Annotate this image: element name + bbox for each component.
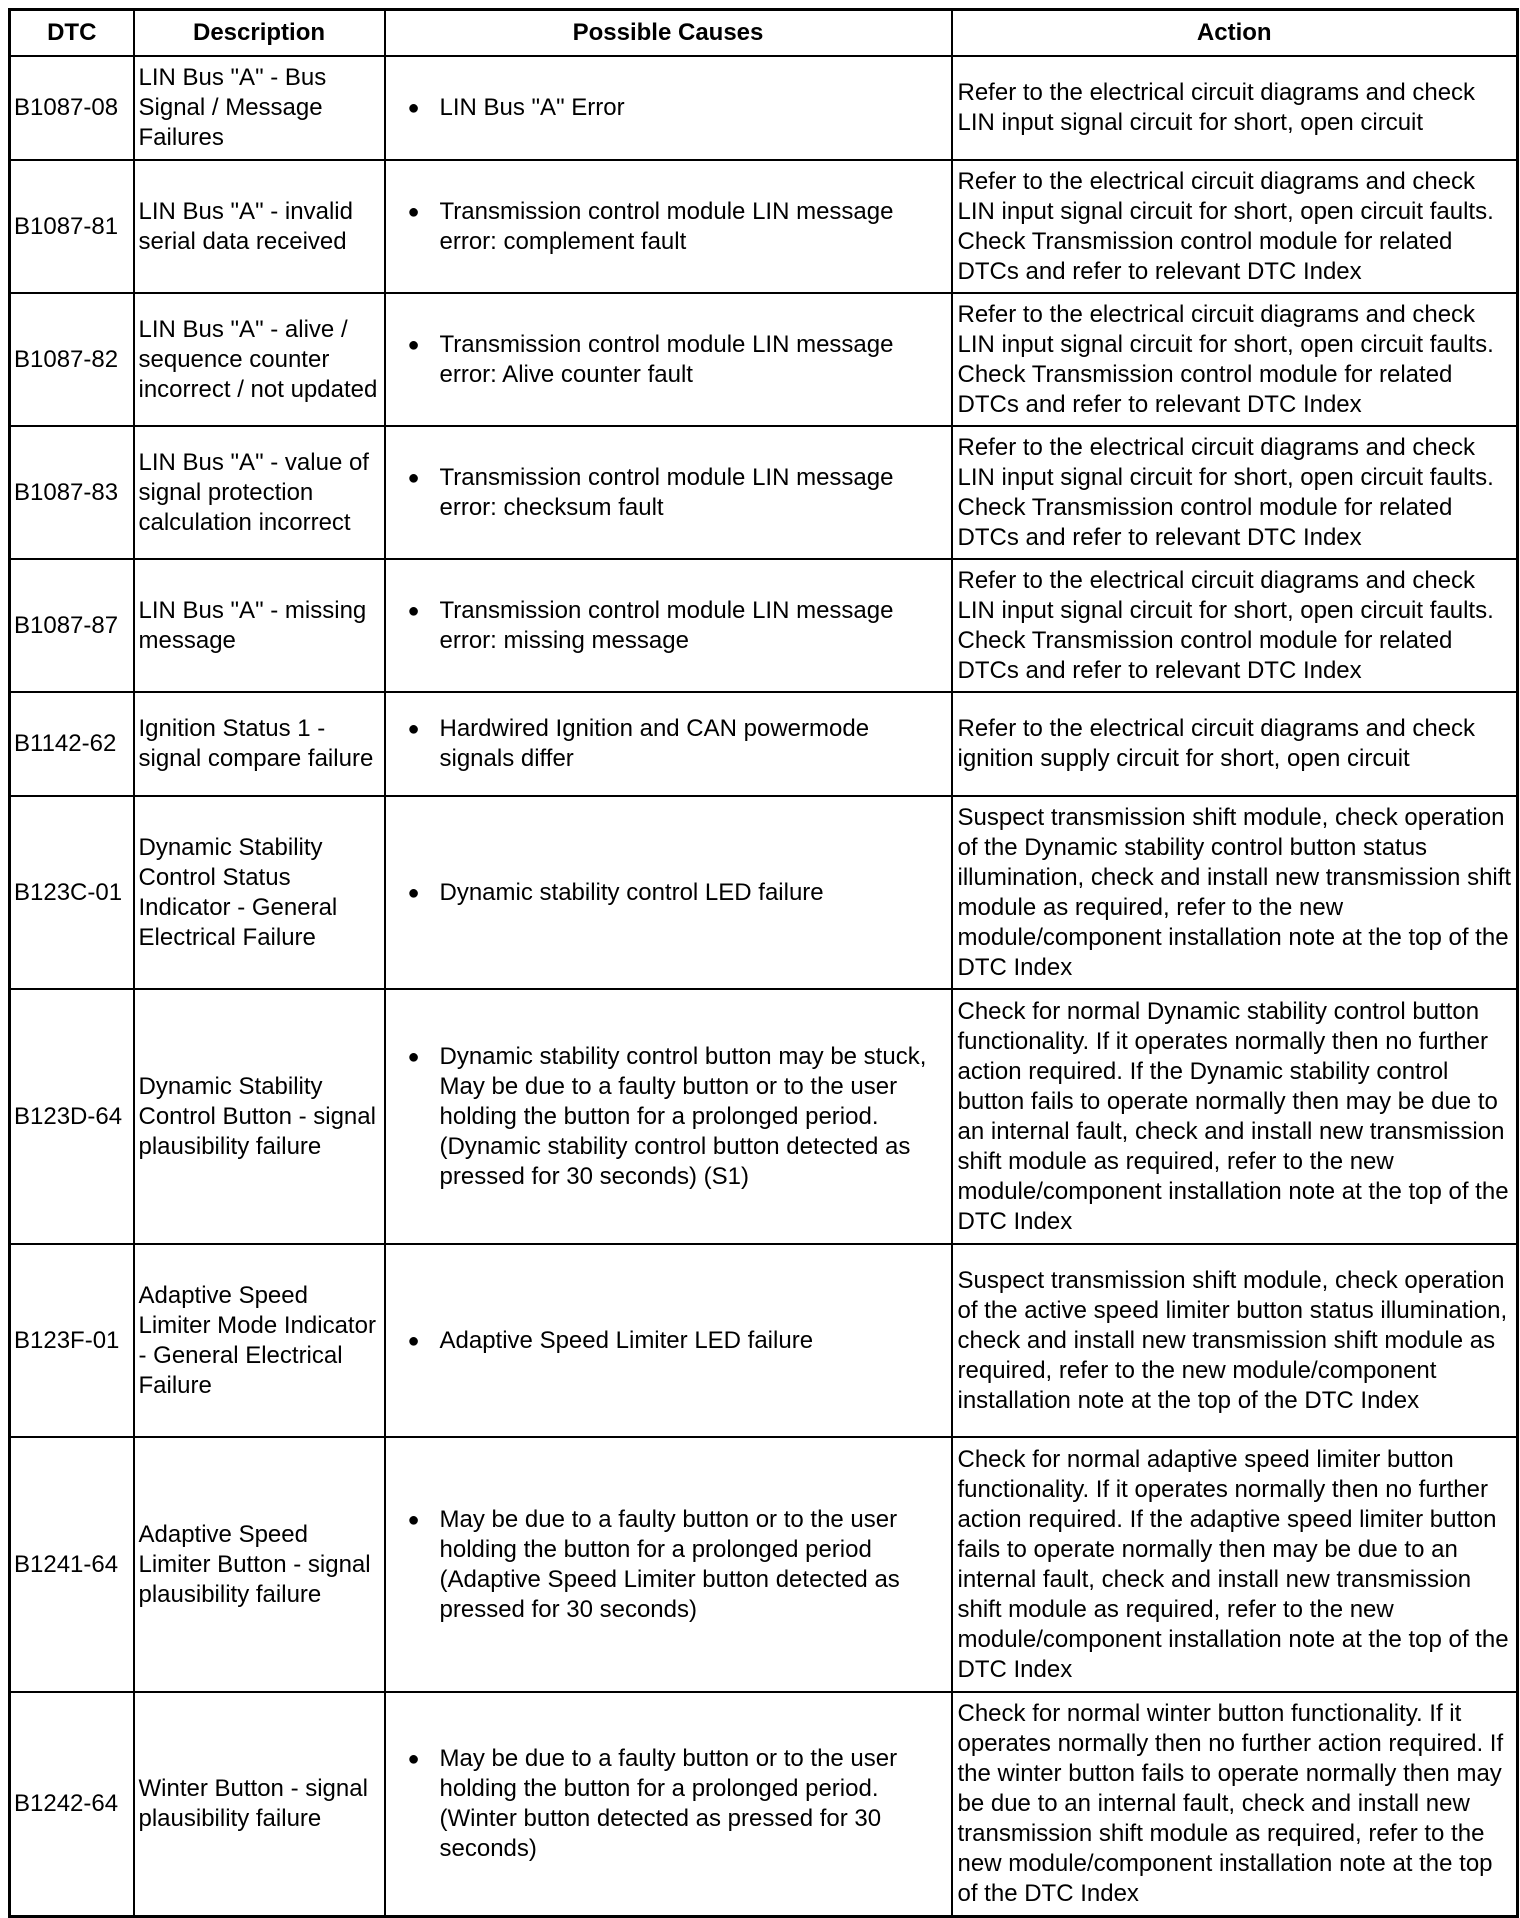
dtc-description: Adaptive Speed Limiter Mode Indicator - General Electrical Failure [134,1244,385,1437]
dtc-code: B1142-62 [10,692,134,796]
cause-text: May be due to a faulty button or to the user holding the button for a prolonged period (Adaptive Speed Limiter button detected as pressed for 30 seconds) [439,1505,900,1623]
table-row [10,426,1518,559]
dtc-code: B1087-83 [10,426,134,559]
action-text: Suspect transmission shift module, check operation of the Dynamic stability control button status illumination, check and install new transmission shift module as required, refer to the new module/component installation note at the top of the DTC Index [952,796,1518,989]
dtc-code: B1087-82 [10,293,134,426]
dtc-description: LIN Bus "A" - alive / sequence counter incorrect / not updated [134,293,385,426]
possible-cause [385,426,952,559]
table-row [10,796,1518,989]
possible-cause [385,1244,952,1437]
action-text: Check for normal Dynamic stability control button functionality. If it operates normally then no further action required. If the Dynamic stability control button fails to operate normally then may be due to an internal fault, check and install new transmission shift module as required, refer to the new module/component installation note at the top of the DTC Index [952,989,1518,1244]
bullet-icon: ● [407,466,420,489]
dtc-description: Ignition Status 1 - signal compare failure [134,692,385,796]
action-text: Suspect transmission shift module, check operation of the active speed limiter button status illumination, check and install new transmission shift module as required, refer to the new module/component installation note at the top of the DTC Index [952,1244,1518,1437]
dtc-table [8,8,1519,1918]
possible-cause [385,1692,952,1916]
possible-cause [385,559,952,692]
bullet-icon: ● [407,1329,420,1352]
cause-text: Transmission control module LIN message error: checksum fault [439,463,894,521]
dtc-description: Dynamic Stability Control Button - signal plausibility failure [134,989,385,1244]
bullet-icon: ● [407,1045,420,1068]
dtc-code: B1087-08 [10,56,134,160]
dtc-description: LIN Bus "A" - invalid serial data received [134,160,385,293]
dtc-description: LIN Bus "A" - missing message [134,559,385,692]
table-row [10,56,1518,160]
table-row [10,989,1518,1244]
action-text: Refer to the electrical circuit diagrams and check LIN input signal circuit for short, open circuit [952,56,1518,160]
action-text: Refer to the electrical circuit diagrams and check LIN input signal circuit for short, open circuit faults. Check Transmission control module for related DTCs and refer to relevant DTC Index [952,160,1518,293]
action-text: Check for normal adaptive speed limiter button functionality. If it operates normally then no further action required. If the adaptive speed limiter button fails to operate normally then may be due to an internal fault, check and install new transmission shift module as required, refer to the new module/component installation note at the top of the DTC Index [952,1437,1518,1692]
table-row [10,692,1518,796]
possible-cause [385,692,952,796]
action-text: Refer to the electrical circuit diagrams and check LIN input signal circuit for short, open circuit faults. Check Transmission control module for related DTCs and refer to relevant DTC Index [952,559,1518,692]
bullet-icon: ● [407,599,420,622]
action-text: Refer to the electrical circuit diagrams and check ignition supply circuit for short, open circuit [952,692,1518,796]
possible-cause [385,1437,952,1692]
cause-text: Dynamic stability control button may be stuck, May be due to a faulty button or to the user holding the button for a prolonged period. (Dynamic stability control button detected as pressed for 30 seconds) (S1) [439,1042,927,1190]
cause-text: LIN Bus "A" Error [439,94,625,121]
possible-cause [385,160,952,293]
cause-text: Adaptive Speed Limiter LED failure [439,1326,814,1354]
bullet-icon: ● [407,200,420,223]
action-text: Refer to the electrical circuit diagrams and check LIN input signal circuit for short, open circuit faults. Check Transmission control module for related DTCs and refer to relevant DTC Index [952,293,1518,426]
table-header-row [10,10,1518,57]
dtc-description: Adaptive Speed Limiter Button - signal plausibility failure [134,1437,385,1692]
cause-text: Transmission control module LIN message error: missing message [439,596,894,654]
cause-text: Dynamic stability control LED failure [439,878,824,906]
cause-text: Transmission control module LIN message error: complement fault [439,197,894,255]
table-row [10,293,1518,426]
table-row [10,559,1518,692]
dtc-code: B123D-64 [10,989,134,1244]
action-text: Refer to the electrical circuit diagrams and check LIN input signal circuit for short, open circuit faults. Check Transmission control module for related DTCs and refer to relevant DTC Index [952,426,1518,559]
dtc-code: B1241-64 [10,1437,134,1692]
cause-text: Transmission control module LIN message error: Alive counter fault [439,330,894,388]
bullet-icon: ● [407,718,420,740]
table-row [10,160,1518,293]
possible-cause [385,293,952,426]
table-row [10,1437,1518,1692]
bullet-icon: ● [407,97,420,119]
header-possible-causes: Possible Causes [385,10,952,57]
dtc-table-container [8,8,1516,1918]
possible-cause [385,56,952,160]
dtc-code: B123C-01 [10,796,134,989]
cause-text: Hardwired Ignition and CAN powermode signals differ [439,715,870,772]
table-row [10,1244,1518,1437]
bullet-icon: ● [407,333,420,356]
dtc-description: Dynamic Stability Control Status Indicator - General Electrical Failure [134,796,385,989]
cause-text: May be due to a faulty button or to the user holding the button for a prolonged period. (Winter button detected as pressed for 30 seconds) [439,1744,898,1862]
header-description: Description [134,10,385,57]
dtc-description: Winter Button - signal plausibility failure [134,1692,385,1916]
dtc-code: B1087-87 [10,559,134,692]
dtc-description: LIN Bus "A" - value of signal protection calculation incorrect [134,426,385,559]
action-text: Check for normal winter button functionality. If it operates normally then no further action required. If the winter button fails to operate normally then may be due to an internal fault, check and install new transmission shift module as required, refer to the new module/component installation note at the top of the DTC Index [952,1692,1518,1916]
bullet-icon: ● [407,1747,420,1770]
dtc-code: B1087-81 [10,160,134,293]
bullet-icon: ● [407,1508,420,1531]
dtc-code: B1242-64 [10,1692,134,1916]
dtc-code: B123F-01 [10,1244,134,1437]
header-dtc: DTC [10,10,134,57]
table-row [10,1692,1518,1916]
possible-cause [385,989,952,1244]
possible-cause [385,796,952,989]
dtc-description: LIN Bus "A" - Bus Signal / Message Failures [134,56,385,160]
bullet-icon: ● [407,881,420,904]
header-action: Action [952,10,1518,57]
